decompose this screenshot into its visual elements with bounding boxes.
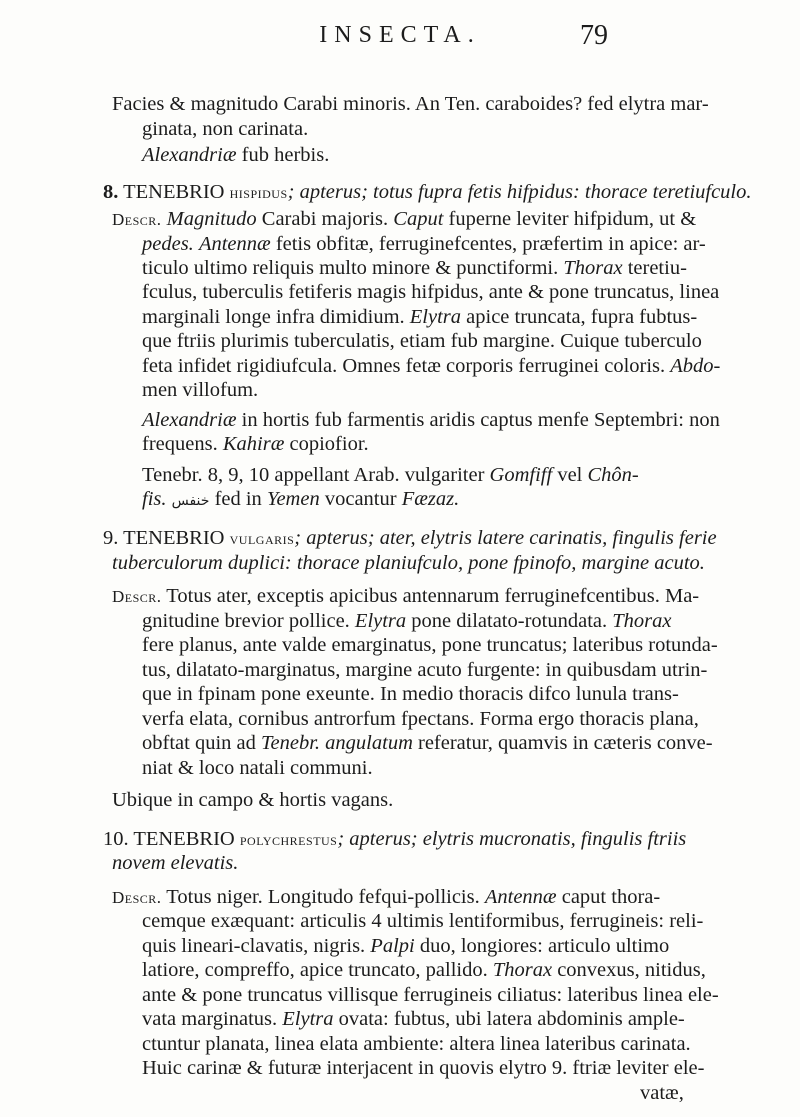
prev-text: An Ten. caraboides? fed elytra mar- xyxy=(414,93,709,115)
text: ticulo ultimo reliquis multo minore & punctiformi. xyxy=(142,257,559,279)
term: Thorax xyxy=(563,257,623,279)
locality: Kahiræ xyxy=(222,433,285,455)
entry-8-habitat-2 xyxy=(142,432,369,456)
entry-10-diagnosis-2 xyxy=(112,851,238,875)
entry-10-descr-1 xyxy=(112,885,660,910)
text: Totus ater, exceptis apicibus antennarum ferruginefcentibus. Ma- xyxy=(161,585,700,607)
text: obftat quin ad xyxy=(142,732,256,754)
text: Carabi majoris. xyxy=(256,208,394,230)
text: vocantur xyxy=(319,488,402,510)
arabic-word: خنفس xyxy=(171,493,210,509)
term: Palpi xyxy=(370,935,415,957)
text: latiore, compreffo, apice truncato, pallido. xyxy=(142,959,488,981)
entry-8-descr-3 xyxy=(142,256,687,280)
term: Elytra xyxy=(354,610,407,632)
entry-10-descr-5: ante & pone truncatus villisque ferrugineis ciliatus: lateribus linea ele- xyxy=(142,984,719,1006)
entry-10-descr-3 xyxy=(142,934,669,958)
page-number: 79 xyxy=(580,20,608,51)
catchword: vatæ, xyxy=(640,1082,684,1104)
term: Caput xyxy=(393,208,444,230)
entry-number: 10. xyxy=(103,828,129,850)
entry-8-descr-2 xyxy=(142,232,706,256)
genus-name: TENEBRIO xyxy=(123,527,225,549)
entry-8-descr-4: fculus, tuberculis fetiferis magis hifpidus, ante & pone truncatus, linea xyxy=(142,281,720,303)
text: frequens. xyxy=(142,433,218,455)
diagnosis: ; apterus; elytris mucronatis, fingulis ftriis xyxy=(337,828,687,850)
vernacular: fis. xyxy=(142,488,167,510)
diagnosis: tuberculorum duplici: thorace planiufculo, pone fpinofo, margine acuto. xyxy=(112,552,705,574)
text: apice truncata, fupra fubtus- xyxy=(461,306,698,328)
entry-8-habitat-1 xyxy=(142,408,720,432)
entry-9-descr-6: verfa elata, cornibus antrorfum fpectans. Forma ergo thoracis plana, xyxy=(142,708,699,730)
entry-9-descr-5: que in fpinam pone exeunte. In medio thoracis difco lunula trans- xyxy=(142,683,679,705)
locality: Alexandriæ xyxy=(142,144,237,166)
text: convexus, nitidus, xyxy=(552,959,706,981)
text: ovata: fubtus, ubi latera abdominis ample- xyxy=(333,1008,685,1030)
diagnosis: novem elevatis. xyxy=(112,852,239,874)
text: fetis obfitæ, ferruginefcentes, præfertim in apice: ar- xyxy=(270,233,706,255)
descr-label: Descr. xyxy=(112,587,162,606)
vernacular: Gomfiff xyxy=(489,464,553,486)
entry-10-descr-8: Huic carinæ & futuræ interjacent in quovis elytro 9. ftriæ leviter ele- xyxy=(142,1057,705,1079)
text: vata marginatus. xyxy=(142,1008,278,1030)
text: caput thora- xyxy=(556,886,661,908)
locality: Yemen xyxy=(266,488,320,510)
entry-8-descr-7 xyxy=(142,354,720,378)
text: copiofior. xyxy=(284,433,369,455)
entry-10-descr-7: ctuntur planata, linea elata ambiente: altera linea lateribus carinata. xyxy=(142,1033,691,1055)
prev-text: Facies & magnitudo Carabi minoris. xyxy=(112,93,411,115)
descr-label: Descr. xyxy=(112,888,162,907)
entry-9-descr-3: fere planus, ante valde emarginatus, pone truncatus; lateribus rotunda- xyxy=(142,634,718,656)
species-name: polychrestus xyxy=(239,830,338,849)
text: Totus niger. Longitudo fefqui-pollicis. xyxy=(161,886,480,908)
diagnosis: ; apterus; totus fupra fetis hifpidus: thorace teretiufculo. xyxy=(287,181,752,203)
entry-9-descr-2 xyxy=(142,609,671,633)
term: Abdo- xyxy=(670,355,721,377)
species-name: hispidus xyxy=(229,183,288,202)
term: Thorax xyxy=(612,610,672,632)
term: Antennæ xyxy=(484,886,557,908)
text: teretiu- xyxy=(622,257,687,279)
text: fed in xyxy=(209,488,267,510)
prev-line-2: ginata, non carinata. xyxy=(142,118,309,140)
entry-10-descr-4 xyxy=(142,958,706,982)
prev-text: fub herbis. xyxy=(236,144,330,166)
text: quis lineari-clavatis, nigris. xyxy=(142,935,366,957)
text: in hortis fub farmentis aridis captus menfe Septembri: non xyxy=(236,409,720,431)
entry-number: 9. xyxy=(103,527,119,549)
vernacular: Fæzaz. xyxy=(401,488,460,510)
text: pone dilatato-rotundata. xyxy=(406,610,608,632)
text: fuperne leviter hifpidum, ut & xyxy=(443,208,697,230)
entry-10-descr-2: cemque exæquant: articulis 4 ultimis lentiformibus, ferrugineis: reli- xyxy=(142,910,704,932)
term: Elytra xyxy=(282,1008,334,1030)
term: Elytra xyxy=(409,306,462,328)
entry-8-names-2 xyxy=(142,487,459,513)
entry-9-heading xyxy=(103,526,717,551)
term: Antennæ xyxy=(198,233,271,255)
genus-name: TENEBRIO xyxy=(123,181,225,203)
diagnosis: ; apterus; ater, elytris latere carinatis, fingulis ferie xyxy=(294,527,717,549)
term: Tenebr. angulatum xyxy=(261,732,413,754)
term: Thorax xyxy=(492,959,553,981)
locality: Alexandriæ xyxy=(142,409,237,431)
entry-8-names-1 xyxy=(142,463,639,487)
entry-8-descr-6: que ftriis plurimis tuberculatis, etiam fub margine. Cuique tuberculo xyxy=(142,330,702,352)
vernacular: Chôn- xyxy=(587,464,639,486)
entry-10-heading xyxy=(103,827,686,852)
descr-label: Descr. xyxy=(112,210,162,229)
entry-8-descr-8: men villofum. xyxy=(142,379,259,401)
running-head xyxy=(0,16,800,56)
term: Magnitudo xyxy=(166,208,257,230)
entry-8-descr-5 xyxy=(142,305,697,329)
text: vel xyxy=(552,464,588,486)
genus-name: TENEBRIO xyxy=(133,828,235,850)
text: marginali longe infra dimidium. xyxy=(142,306,405,328)
entry-9-habitat: Ubique in campo & hortis vagans. xyxy=(112,789,394,811)
entry-number: 8. xyxy=(103,181,119,203)
prev-line-3 xyxy=(142,143,329,167)
entry-9-descr-1 xyxy=(112,584,699,609)
entry-9-descr-8: niat & loco natali communi. xyxy=(142,757,373,779)
entry-9-descr-7 xyxy=(142,731,713,755)
text: gnitudine brevior pollice. xyxy=(142,610,350,632)
text: referatur, quamvis in cæteris conve- xyxy=(412,732,713,754)
prev-line-1 xyxy=(112,92,709,116)
text: feta infidet rigidiufcula. Omnes fetæ corporis ferruginei coloris. xyxy=(142,355,666,377)
entry-8-heading xyxy=(103,180,752,205)
species-name: vulgaris xyxy=(229,529,295,548)
text: duo, longiores: articulo ultimo xyxy=(414,935,670,957)
entry-8-descr-1 xyxy=(112,207,696,232)
entry-10-descr-6 xyxy=(142,1007,685,1031)
text: Tenebr. 8, 9, 10 appellant Arab. vulgariter xyxy=(142,464,485,486)
entry-9-diagnosis-2 xyxy=(112,551,705,575)
term: pedes. xyxy=(142,233,194,255)
running-title: INSECTA. xyxy=(319,22,481,48)
entry-9-descr-4: tus, dilatato-marginatus, margine acuto furgente: in quibusdam utrin- xyxy=(142,659,708,681)
